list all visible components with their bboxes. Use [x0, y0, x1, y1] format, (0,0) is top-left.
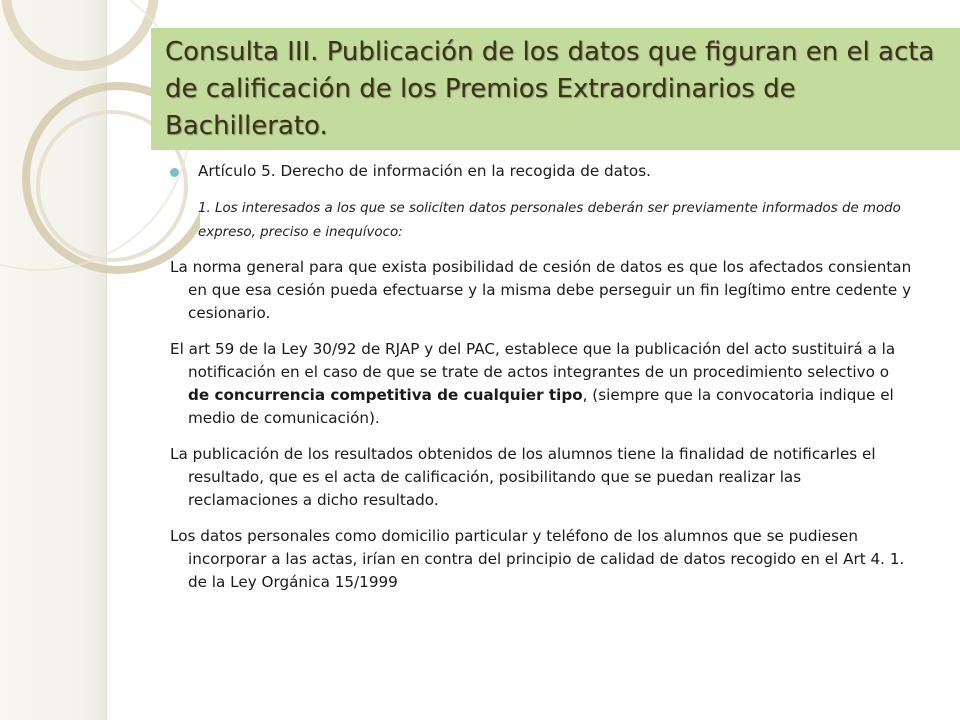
paragraph-personal-data: Los datos personales como domicilio particular y teléfono de los alumnos que se pudiesen incorporar a las actas, irían en contra del principio de calidad de datos recogido en el Art 4. 1. de la Ley Orgánica 15/1999 [170, 527, 905, 591]
slide-title: Consulta III. Publicación de los datos que figuran en el acta de calificación de los Premios Extraordinarios de Bachillerato. [165, 37, 935, 141]
paragraph-general-rule: La norma general para que exista posibilidad de cesión de datos es que los afectados consientan en que esa cesión pueda efectuarse y la misma debe perseguir un fin legítimo entre cedente y cesionario. [170, 258, 912, 322]
paragraph-art-59-text: El art 59 de la Ley 30/92 de RJAP y del PAC, establece que la publicación del acto sustituirá a la notificación en el caso de que se trate de actos integrantes de un procedimiento selectivo o [170, 340, 896, 381]
bullet-item [170, 160, 912, 183]
bullet-text: Artículo 5. Derecho de información en la recogida de datos. [198, 162, 651, 180]
paragraph-publication: La publicación de los resultados obtenidos de los alumnos tiene la finalidad de notificarles el resultado, que es el acta de calificación, posibilitando que se puedan realizar las reclamaciones a dicho resultado. [170, 445, 876, 509]
bullet-dot-icon [170, 168, 179, 177]
paragraph-art-59-bold: de concurrencia competitiva de cualquier tipo [188, 386, 583, 404]
paragraph-art-59 [170, 338, 912, 430]
article-quote: 1. Los interesados a los que se soliciten datos personales deberán ser previamente informados de modo expreso, preciso e inequívoco: [198, 201, 901, 240]
slide-content [170, 160, 912, 607]
paragraph-art-59-end: , (siempre que la convocatoria indique el medio de comunicación). [188, 386, 894, 427]
title-banner [151, 28, 960, 150]
decorative-side-panel [0, 0, 107, 720]
